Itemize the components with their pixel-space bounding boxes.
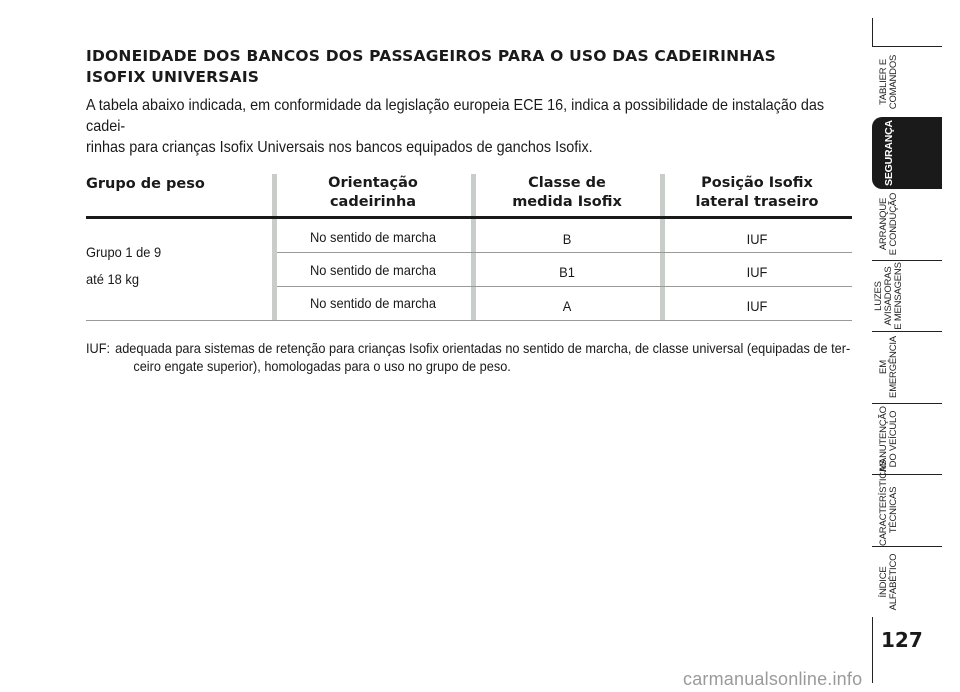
cell-orientation: No sentido de marcha [309, 229, 437, 245]
tab-em-emergencia[interactable] [872, 331, 942, 402]
tab-label: ÍNDICE ALFABÉTICO [878, 553, 899, 611]
cell-orientation: No sentido de marcha [309, 262, 437, 278]
footnote-line-2: ceiro engate superior), homologadas para o uso no grupo de peso. [133, 358, 511, 374]
tab-arranque-conducao[interactable] [872, 189, 942, 259]
tab-label: LUZES AVISADORAS E MENSAGENS [873, 262, 904, 330]
cell-class: B1 [559, 264, 575, 280]
cell-position: IUF [746, 231, 768, 247]
row-divider [277, 286, 852, 287]
table-bottom-rule [86, 320, 852, 321]
tab-label: TABLIER E COMANDOS [878, 54, 899, 110]
iuf-footnote [86, 339, 850, 375]
chapter-sidebar [868, 0, 960, 692]
group-label [86, 270, 139, 288]
tab-indice[interactable] [872, 546, 942, 617]
tab-label: ARRANQUE E CONDUÇÃO [878, 192, 899, 256]
footnote-line-1: adequada para sistemas de retenção para crianças Isofix orientadas no sentido de marcha, de classe universal (equipadas de ter- [115, 340, 851, 356]
group-label-line-2: até 18 kg [86, 271, 140, 287]
header-class-line-1: Classe de [528, 175, 606, 191]
cell-position: IUF [746, 298, 768, 314]
tab-label: EM EMERGÊNCIA [878, 336, 899, 398]
cell-class: A [562, 298, 572, 314]
tab-seguranca[interactable] [872, 117, 942, 189]
column-divider [272, 174, 277, 320]
title-line-1: IDONEIDADE DOS BANCOS DOS PASSAGEIROS PARA O USO DAS CADEIRINHAS [86, 47, 777, 65]
title-line-2: ISOFIX UNIVERSAIS [86, 68, 260, 86]
isofix-table [86, 174, 852, 322]
group-label [86, 243, 161, 261]
tab-tablier-comandos[interactable] [872, 46, 942, 117]
tab-label: CARACTERÍSTICAS TÉCNICAS [878, 459, 899, 546]
header-weight-group: Grupo de peso [86, 176, 205, 192]
header-position-line-1: Posição Isofix [701, 175, 813, 191]
header-orientation-line-2: cadeirinha [329, 194, 417, 210]
header-class [476, 174, 658, 212]
header-class-line-2: medida Isofix [512, 194, 622, 210]
intro-line-1: A tabela abaixo indicada, em conformidade da legislação europeia ECE 16, indica a possibilidade de instalação das cadei- [86, 97, 825, 135]
tab-luzes-avisadoras[interactable] [872, 260, 942, 331]
sidebar-line [872, 617, 873, 683]
footnote-term: IUF: [86, 340, 111, 356]
cell-class: B [562, 231, 572, 247]
footnote-definition [115, 339, 850, 375]
header-rule [86, 216, 852, 219]
intro-line-2: rinhas para crianças Isofix Universais nos bancos equipados de ganchos Isofix. [86, 139, 593, 156]
watermark-text: carmanualsonline.info [683, 669, 863, 689]
header-position-line-2: lateral traseiro [695, 194, 819, 210]
tab-caracteristicas[interactable] [872, 459, 942, 546]
page-number: 127 [881, 628, 923, 652]
intro-paragraph [86, 95, 851, 158]
tab-label: MANUTENÇÃO DO VEÍCULO [878, 406, 899, 472]
header-position [665, 174, 849, 212]
row-divider [277, 252, 852, 253]
sidebar-line [872, 18, 873, 46]
header-orientation [278, 174, 468, 212]
cell-orientation: No sentido de marcha [309, 295, 437, 311]
group-label-line-1: Grupo 1 de 9 [86, 244, 162, 260]
section-title [86, 46, 846, 88]
header-orientation-line-1: Orientação [328, 175, 418, 191]
tab-label: SEGURANÇA [883, 120, 895, 186]
cell-position: IUF [746, 264, 768, 280]
